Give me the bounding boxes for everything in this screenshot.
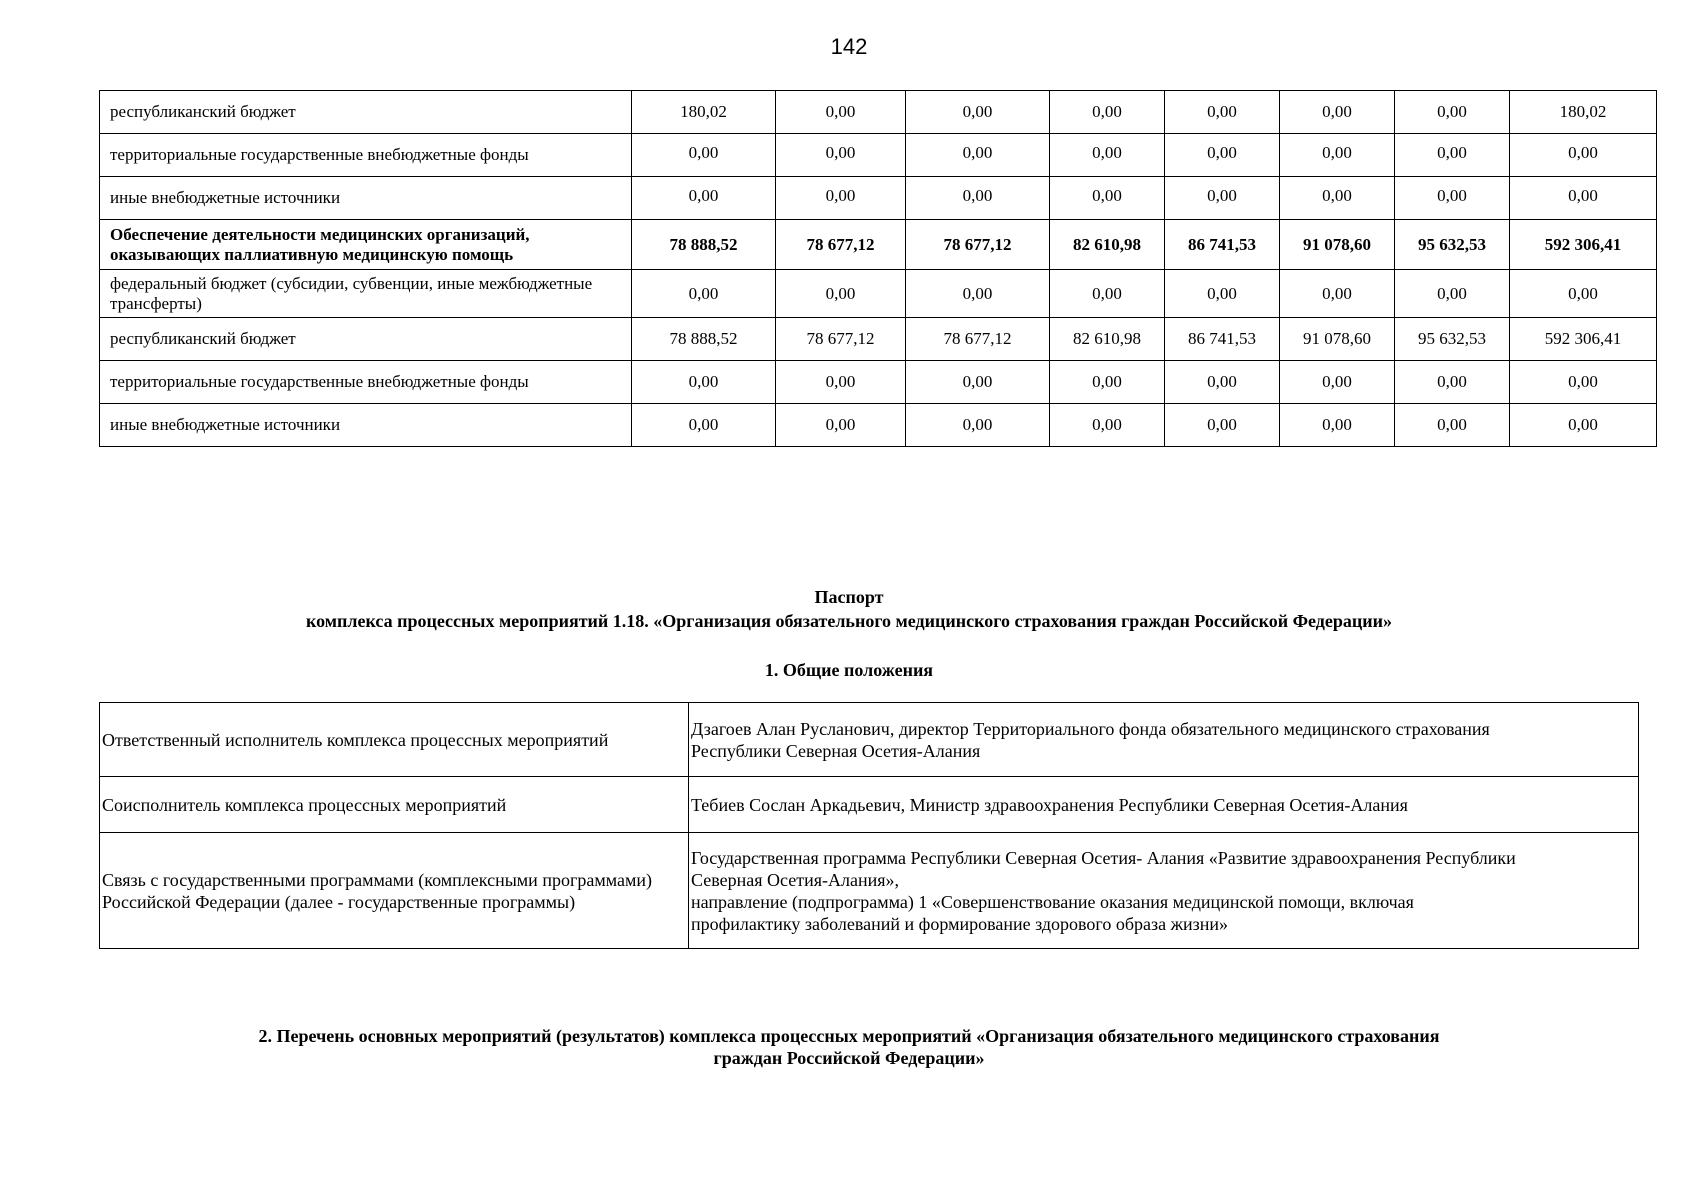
- field-value-line: направление (подпрограмма) 1 «Совершенствование оказания медицинской помощи, включая: [691, 891, 1414, 912]
- value-cell: 0,00: [906, 361, 1050, 404]
- field-value-line: Северная Осетия-Алания»,: [691, 869, 899, 890]
- value-cell: 0,00: [1050, 91, 1165, 134]
- row-label: республиканский бюджет: [100, 318, 632, 361]
- table-row: [100, 134, 1657, 177]
- value-cell: 0,00: [1050, 404, 1165, 447]
- field-value-line: Тебиев Сослан Аркадьевич, Министр здравоохранения Республики Северная Осетия-Алания: [691, 794, 1408, 815]
- value-cell: 0,00: [1280, 270, 1395, 318]
- value-cell: 0,00: [776, 361, 906, 404]
- field-value: [689, 703, 1639, 777]
- value-cell: 78 677,12: [906, 318, 1050, 361]
- row-label: территориальные государственные внебюджетные фонды: [100, 361, 632, 404]
- value-cell: 78 888,52: [632, 318, 776, 361]
- table-row: [100, 177, 1657, 220]
- field-label: Соисполнитель комплекса процессных мероприятий: [100, 777, 689, 833]
- table-row: [100, 91, 1657, 134]
- value-cell: 0,00: [1280, 177, 1395, 220]
- field-value: [689, 833, 1639, 949]
- value-cell: 0,00: [1165, 404, 1280, 447]
- value-cell: 0,00: [906, 404, 1050, 447]
- value-cell: 0,00: [776, 270, 906, 318]
- value-cell: 0,00: [1395, 91, 1510, 134]
- value-cell: 91 078,60: [1280, 220, 1395, 270]
- value-cell: 78 677,12: [906, 220, 1050, 270]
- passport-title: Паспорт: [814, 587, 884, 607]
- table-row: [100, 318, 1657, 361]
- field-value-line: Республики Северная Осетия-Алания: [691, 740, 981, 761]
- value-cell: 0,00: [1395, 270, 1510, 318]
- table-row: [100, 404, 1657, 447]
- value-cell: 78 677,12: [776, 220, 906, 270]
- value-cell: 78 677,12: [776, 318, 906, 361]
- value-cell: 0,00: [1050, 177, 1165, 220]
- row-label: территориальные государственные внебюджетные фонды: [100, 134, 632, 177]
- table-row: [100, 270, 1657, 318]
- value-cell: 0,00: [1395, 177, 1510, 220]
- budget-table: [99, 90, 1657, 447]
- table-row: [100, 833, 1639, 949]
- value-cell: 0,00: [776, 134, 906, 177]
- value-cell: 592 306,41: [1510, 318, 1657, 361]
- value-cell: 180,02: [632, 91, 776, 134]
- general-provisions-table: [99, 702, 1639, 949]
- value-cell: 86 741,53: [1165, 318, 1280, 361]
- value-cell: 0,00: [1165, 177, 1280, 220]
- value-cell: 0,00: [1395, 404, 1510, 447]
- value-cell: 0,00: [1395, 134, 1510, 177]
- value-cell: 91 078,60: [1280, 318, 1395, 361]
- value-cell: 0,00: [906, 134, 1050, 177]
- field-label: Связь с государственными программами (комплексными программами) Российской Федерации (далее - государственные программы): [100, 833, 689, 949]
- value-cell: 78 888,52: [632, 220, 776, 270]
- section2-heading-line2: граждан Российской Федерации»: [713, 1048, 985, 1068]
- value-cell: 0,00: [1165, 91, 1280, 134]
- field-value-line: профилактику заболеваний и формирование здорового образа жизни»: [691, 913, 1229, 934]
- value-cell: 0,00: [1510, 361, 1657, 404]
- value-cell: 0,00: [776, 404, 906, 447]
- value-cell: 95 632,53: [1395, 220, 1510, 270]
- value-cell: 86 741,53: [1165, 220, 1280, 270]
- table-row: [100, 220, 1657, 270]
- section2-heading-line1: 2. Перечень основных мероприятий (результатов) комплекса процессных мероприятий «Организация обязательного медицинского страхования: [258, 1026, 1440, 1046]
- value-cell: 0,00: [906, 270, 1050, 318]
- passport-subtitle: комплекса процессных мероприятий 1.18. «Организация обязательного медицинского страхования граждан Российской Федерации»: [305, 611, 1393, 631]
- value-cell: 0,00: [1510, 270, 1657, 318]
- value-cell: 0,00: [632, 177, 776, 220]
- field-value: [689, 777, 1639, 833]
- value-cell: 0,00: [632, 404, 776, 447]
- page-number: 142: [830, 34, 868, 59]
- value-cell: 0,00: [1510, 404, 1657, 447]
- value-cell: 0,00: [1165, 270, 1280, 318]
- table-row: [100, 777, 1639, 833]
- value-cell: 0,00: [1050, 134, 1165, 177]
- row-label: иные внебюджетные источники: [100, 177, 632, 220]
- value-cell: 0,00: [632, 270, 776, 318]
- value-cell: 0,00: [632, 361, 776, 404]
- value-cell: 95 632,53: [1395, 318, 1510, 361]
- value-cell: 0,00: [1280, 361, 1395, 404]
- value-cell: 0,00: [1050, 361, 1165, 404]
- value-cell: 82 610,98: [1050, 318, 1165, 361]
- row-label: республиканский бюджет: [100, 91, 632, 134]
- value-cell: 0,00: [1510, 134, 1657, 177]
- field-value-line: Дзагоев Алан Русланович, директор Территориального фонда обязательного медицинского страхования: [691, 718, 1490, 739]
- value-cell: 0,00: [1165, 361, 1280, 404]
- value-cell: 0,00: [776, 91, 906, 134]
- row-label: федеральный бюджет (субсидии, субвенции, иные межбюджетные трансферты): [100, 270, 632, 318]
- row-label: Обеспечение деятельности медицинских организаций, оказывающих паллиативную медицинскую помощь: [100, 220, 632, 270]
- value-cell: 592 306,41: [1510, 220, 1657, 270]
- value-cell: 0,00: [632, 134, 776, 177]
- value-cell: 180,02: [1510, 91, 1657, 134]
- field-label: Ответственный исполнитель комплекса процессных мероприятий: [100, 703, 689, 777]
- value-cell: 0,00: [776, 177, 906, 220]
- value-cell: 0,00: [1280, 404, 1395, 447]
- value-cell: 0,00: [1510, 177, 1657, 220]
- value-cell: 0,00: [1395, 361, 1510, 404]
- value-cell: 0,00: [1280, 91, 1395, 134]
- value-cell: 0,00: [906, 91, 1050, 134]
- value-cell: 0,00: [906, 177, 1050, 220]
- value-cell: 82 610,98: [1050, 220, 1165, 270]
- row-label: иные внебюджетные источники: [100, 404, 632, 447]
- section1-heading: 1. Общие положения: [764, 660, 934, 680]
- table-row: [100, 703, 1639, 777]
- value-cell: 0,00: [1165, 134, 1280, 177]
- field-value-line: Государственная программа Республики Северная Осетия- Алания «Развитие здравоохранения Республики: [691, 847, 1516, 868]
- value-cell: 0,00: [1050, 270, 1165, 318]
- table-row: [100, 361, 1657, 404]
- value-cell: 0,00: [1280, 134, 1395, 177]
